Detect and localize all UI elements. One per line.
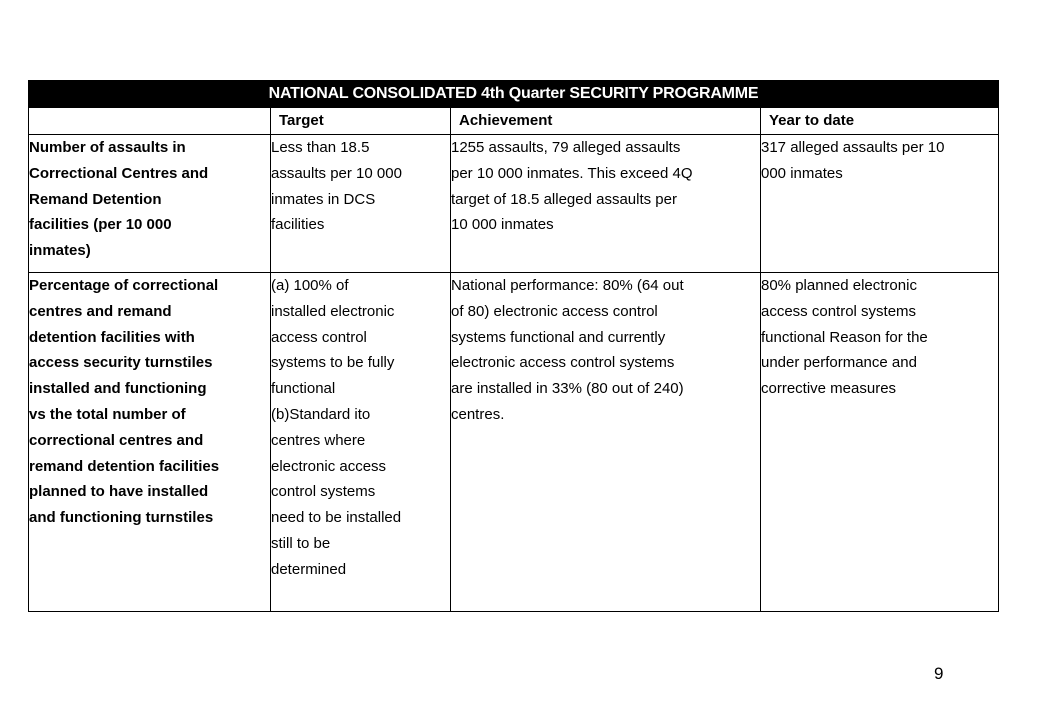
- table-row: [29, 273, 999, 612]
- header-empty: [29, 108, 271, 135]
- table-title-row: [29, 81, 999, 108]
- target-text: (a) 100% of installed electronic access control systems to be fully functional (b)Standard ito centres where electronic access control systems need to be installed still to be determined: [271, 277, 402, 578]
- row-label: [29, 273, 271, 612]
- target-text: Less than 18.5 assaults per 10 000 inmates in DCS facilities: [271, 139, 402, 234]
- achievement-cell: [451, 273, 761, 612]
- year-to-date-text: 80% planned electronic access control systems functional Reason for the under performance and corrective measures: [761, 277, 928, 398]
- header-year-to-date: Year to date: [761, 108, 999, 135]
- achievement-cell: [451, 135, 761, 273]
- row-label-text: Number of assaults in Correctional Centres and Remand Detention facilities (per 10 000 inmates): [29, 139, 209, 260]
- target-cell: [271, 135, 451, 273]
- row-label-text: Percentage of correctional centres and remand detention facilities with access security turnstiles installed and functioning vs the total number of correctional centres and remand detention facilities planned to have installed and functioning turnstiles: [29, 277, 220, 527]
- header-target: Target: [271, 108, 451, 135]
- table-row: [29, 135, 999, 273]
- page-number: 9: [934, 664, 944, 683]
- header-achievement: Achievement: [451, 108, 761, 135]
- target-cell: [271, 273, 451, 612]
- year-to-date-cell: [761, 273, 999, 612]
- table-header-row: [29, 108, 999, 135]
- table-title: NATIONAL CONSOLIDATED 4th Quarter SECURITY PROGRAMME: [29, 81, 999, 108]
- year-to-date-cell: [761, 135, 999, 273]
- achievement-text: 1255 assaults, 79 alleged assaults per 10 000 inmates. This exceed 4Q target of 18.5 alleged assaults per 10 000 inmates: [451, 139, 693, 234]
- achievement-text: National performance: 80% (64 out of 80) electronic access control systems functional and currently electronic access control systems are installed in 33% (80 out of 240) centres.: [451, 277, 684, 423]
- security-programme-table: [28, 80, 999, 612]
- row-label: [29, 135, 271, 273]
- year-to-date-text: 317 alleged assaults per 10 000 inmates: [761, 139, 945, 182]
